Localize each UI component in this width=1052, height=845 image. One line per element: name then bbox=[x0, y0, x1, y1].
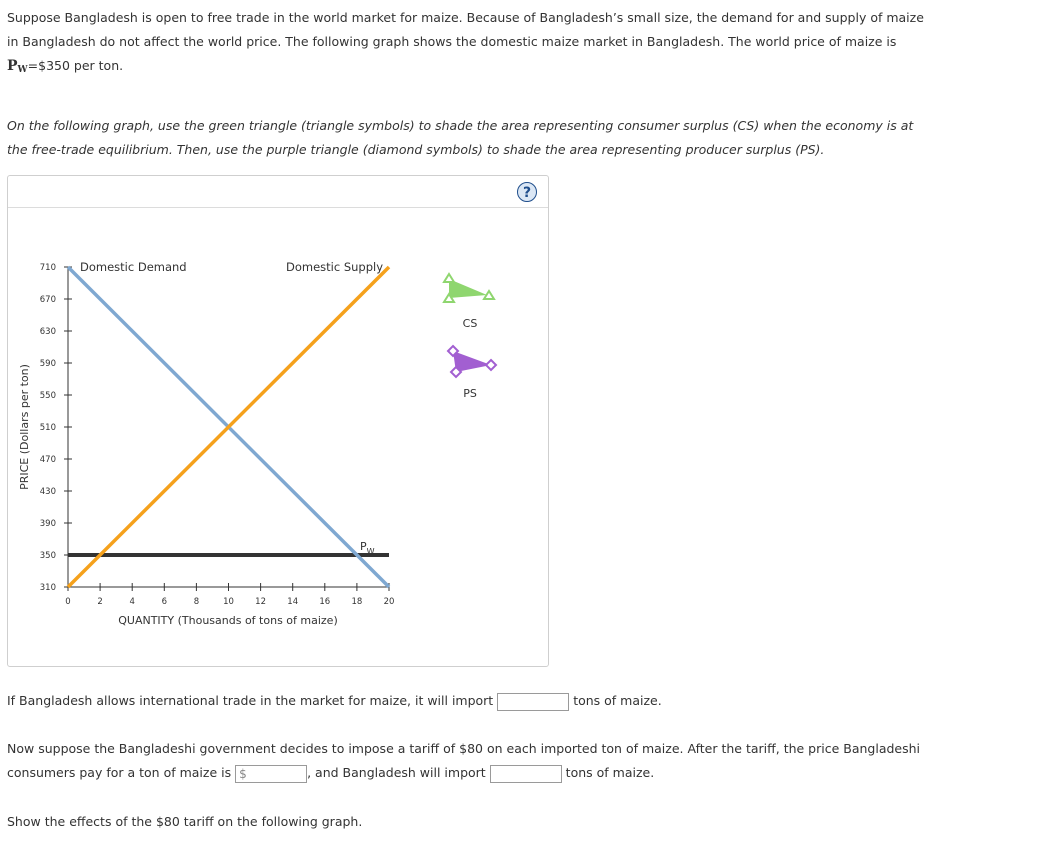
q2-text: consumers pay for a ton of maize is bbox=[7, 765, 232, 780]
question-1 bbox=[7, 689, 662, 713]
cs-tool-label: CS bbox=[462, 317, 478, 330]
y-tick-label: 430 bbox=[39, 487, 56, 497]
question-mark-icon[interactable]: ? bbox=[517, 182, 537, 202]
y-tick-label: 390 bbox=[39, 519, 56, 529]
x-tick-label: 8 bbox=[193, 597, 200, 607]
graph-canvas[interactable] bbox=[8, 176, 548, 666]
ps-tool-label: PS bbox=[463, 387, 477, 400]
y-tick-label: 590 bbox=[39, 359, 56, 369]
x-tick-label: 18 bbox=[351, 597, 363, 607]
intro-text-end: per ton. bbox=[69, 58, 124, 73]
x-tick-label: 10 bbox=[223, 597, 234, 607]
question-3: Show the effects of the $80 tariff on the following graph. bbox=[7, 814, 363, 829]
x-tick-label: 4 bbox=[129, 597, 135, 607]
graph-instructions: On the following graph, use the green triangle (triangle symbols) to shade the area representing consumer surplus (CS) when the economy is at the free-trade equilibrium. Then, use the purple triangle (diamond symbols) to shade the area representing producer surplus (PS). bbox=[7, 118, 914, 157]
y-tick-label: 630 bbox=[39, 327, 56, 337]
question-2-line1: Now suppose the Bangladeshi government decides to impose a tariff of $80 on each imported ton of maize. After the tariff, the price Bangladeshi bbox=[7, 741, 921, 756]
world-price-symbol: PW bbox=[7, 58, 28, 75]
green-triangle-tool-icon[interactable] bbox=[444, 274, 494, 302]
y-tick-label: 310 bbox=[39, 583, 56, 593]
world-price-value: =$350 bbox=[27, 58, 70, 73]
dollar-sign: $ bbox=[239, 766, 247, 781]
x-tick-label: 12 bbox=[255, 597, 267, 607]
y-tick-label: 670 bbox=[39, 295, 56, 305]
intro-text: Suppose Bangladesh is open to free trade in the world market for maize. Because of Bangladesh’s small size, the demand for and supply of maize in Bangladesh do not affect the world price. The following graph shows the domestic maize market in Bangladesh. The world price of maize is bbox=[7, 10, 924, 49]
x-tick-label: 14 bbox=[287, 597, 299, 607]
y-axis-label: PRICE (Dollars per ton) bbox=[18, 364, 31, 490]
purple-diamond-tool-icon[interactable] bbox=[448, 346, 496, 377]
intro-paragraph bbox=[7, 6, 927, 80]
import-quantity-input[interactable] bbox=[497, 693, 569, 711]
x-tick-label: 20 bbox=[383, 597, 395, 607]
q1-text: If Bangladesh allows international trade in the market for maize, it will import bbox=[7, 693, 494, 708]
y-tick-label: 510 bbox=[39, 423, 56, 433]
pw-line-label: $P_W$ bbox=[360, 540, 375, 556]
x-tick-label: 16 bbox=[319, 597, 331, 607]
x-tick-label: 2 bbox=[97, 597, 103, 607]
tariff-import-input[interactable] bbox=[490, 765, 562, 783]
x-axis-label: QUANTITY (Thousands of tons of maize) bbox=[118, 614, 338, 627]
q1-unit: tons of maize. bbox=[573, 693, 662, 708]
y-tick-label: 550 bbox=[39, 391, 56, 401]
y-tick-label: 470 bbox=[39, 455, 56, 465]
y-tick-label: 710 bbox=[39, 263, 56, 273]
x-tick-label: 6 bbox=[161, 597, 168, 607]
graph-panel bbox=[7, 175, 549, 667]
q2-middle-text: , and Bangladesh will import bbox=[307, 765, 486, 780]
tariff-price-input[interactable] bbox=[235, 765, 307, 783]
supply-label: Domestic Supply bbox=[286, 260, 384, 274]
x-tick-label: 0 bbox=[65, 597, 71, 607]
demand-label: Domestic Demand bbox=[80, 260, 187, 274]
q2-unit: tons of maize. bbox=[565, 765, 655, 780]
question-2-line2 bbox=[7, 761, 654, 785]
y-tick-label: 350 bbox=[39, 551, 56, 561]
